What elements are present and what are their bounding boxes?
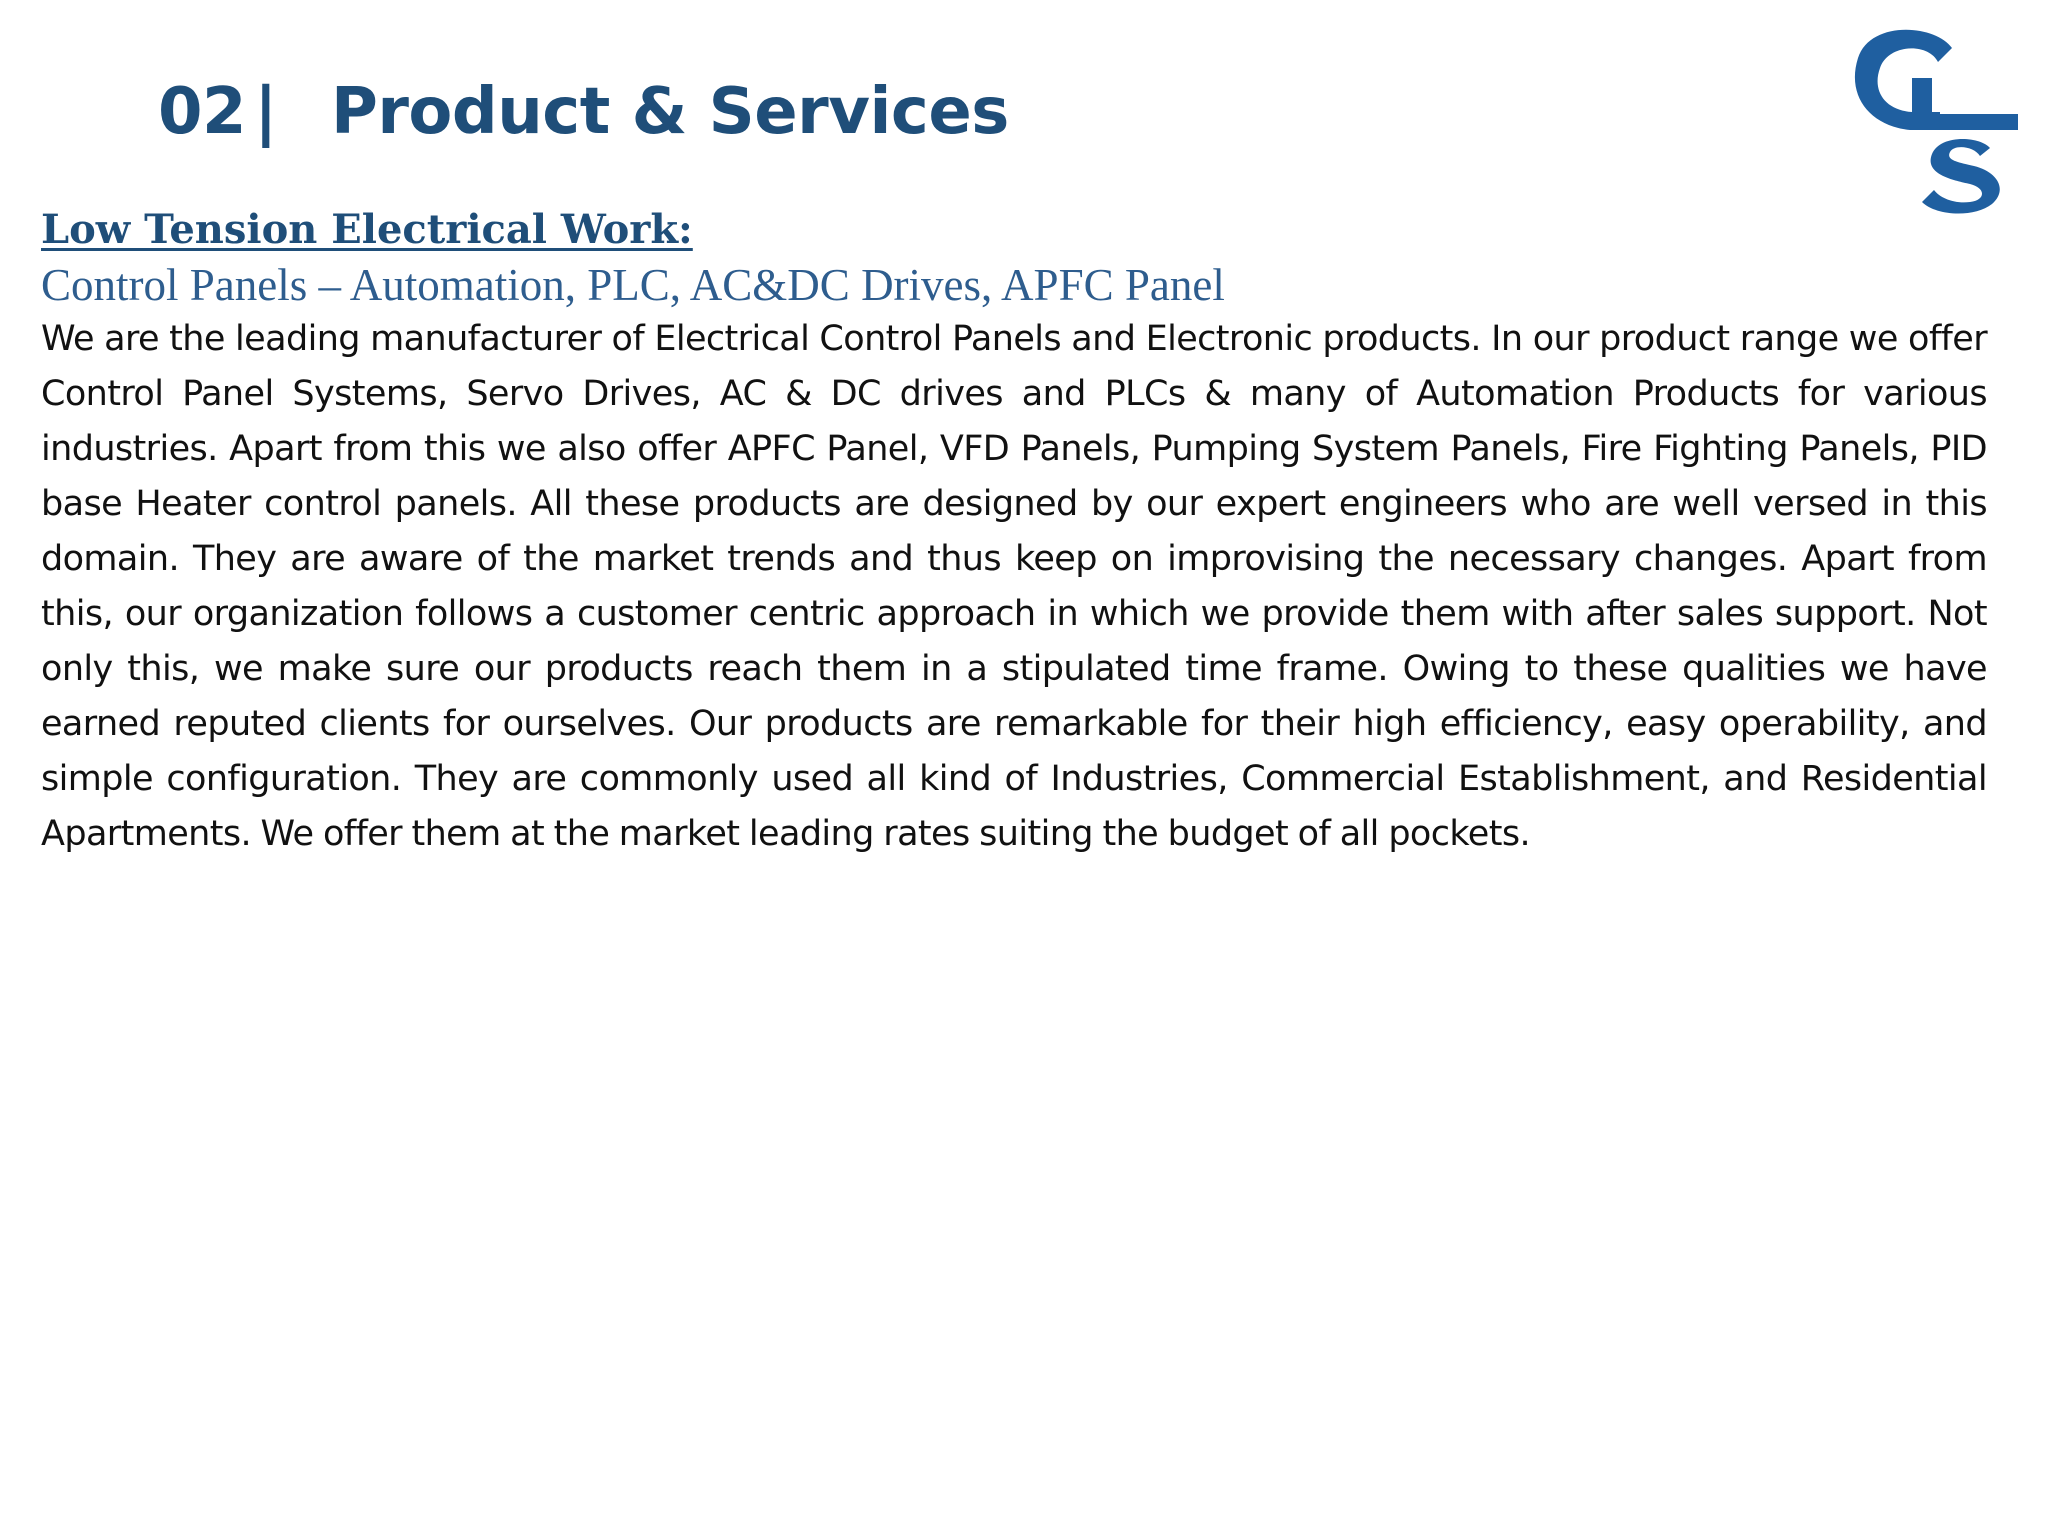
section-subheading: Control Panels – Automation, PLC, AC&DC Drives, APFC Panel	[41, 260, 1225, 310]
page-title	[158, 62, 1009, 162]
title-text: Product & Services	[330, 75, 1009, 149]
cfs-logo-icon	[1840, 18, 2020, 214]
section-body: We are the leading manufacturer of Electrical Control Panels and Electronic products. In our product range we offer Control Panel Systems, Servo Drives, AC & DC drives and PLCs & many of Automation Products for various industries. Apart from this we also offer APFC Panel, VFD Panels, Pumping System Panels, Fire Fighting Panels, PID base Heater control panels. All these products are designed by our expert engineers who are well versed in this domain. They are aware of the market trends and thus keep on improvising the necessary changes. Apart from this, our organization follows a customer centric approach in which we provide them with after sales support. Not only this, we make sure our products reach them in a stipulated time frame. Owing to these qualities we have earned reputed clients for ourselves. Our products are remarkable for their high efficiency, easy operability, and simple configuration. They are commonly used all kind of Industries, Commercial Establishment, and Residential Apartments. We offer them at the market leading rates suiting the budget of all pockets.	[41, 319, 1987, 854]
section-number: 02	[158, 75, 247, 149]
content-block	[41, 202, 1987, 862]
section-heading: Low Tension Electrical Work:	[41, 206, 693, 253]
title-separator: |	[254, 75, 277, 149]
